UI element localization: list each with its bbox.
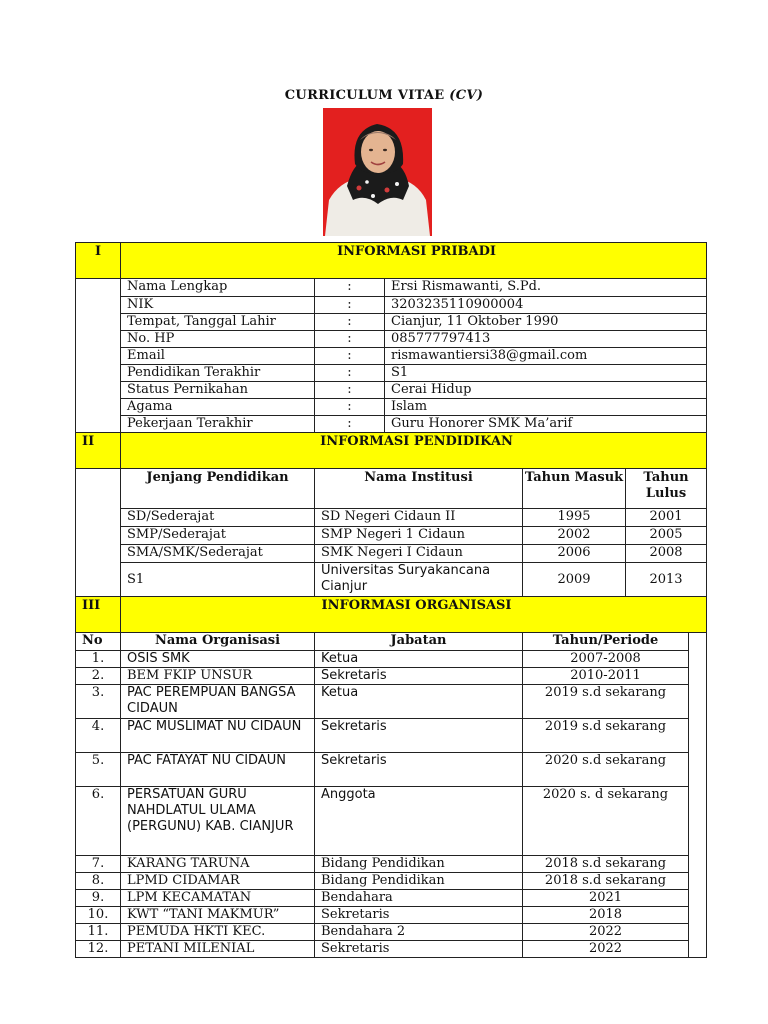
org-period: 2007-2008 [523, 651, 689, 668]
org-position: Bidang Pendidikan [315, 856, 523, 873]
org-name: PAC PEREMPUAN BANGSA CIDAUN [121, 685, 315, 719]
org-name: KARANG TARUNA [121, 856, 315, 873]
personal-label: NIK [121, 297, 315, 314]
section-title: INFORMASI PRIBADI [121, 243, 707, 279]
section-number: II [76, 433, 121, 469]
education-institution: SD Negeri Cidaun II [315, 509, 523, 527]
org-position: Ketua [315, 651, 523, 668]
org-name: OSIS SMK [121, 651, 315, 668]
personal-label: Status Pernikahan [121, 382, 315, 399]
org-number: 5. [76, 753, 121, 787]
organization-row [76, 787, 707, 856]
org-number: 8. [76, 873, 121, 890]
education-level: SD/Sederajat [121, 509, 315, 527]
org-header-no: No [76, 633, 121, 651]
personal-separator: : [315, 348, 385, 365]
education-year-out: 2013 [626, 563, 707, 597]
personal-value: 3203235110900004 [385, 297, 707, 314]
personal-row [76, 348, 707, 365]
organization-row [76, 890, 707, 907]
org-number: 9. [76, 890, 121, 907]
education-year-out: 2008 [626, 545, 707, 563]
education-year-in: 2006 [523, 545, 626, 563]
personal-row [76, 382, 707, 399]
org-period: 2018 s.d sekarang [523, 856, 689, 873]
org-period: 2019 s.d sekarang [523, 719, 689, 753]
personal-value: Cianjur, 11 Oktober 1990 [385, 314, 707, 331]
organization-row [76, 719, 707, 753]
org-position: Sekretaris [315, 941, 523, 958]
section-number: III [76, 597, 121, 633]
education-year-in: 1995 [523, 509, 626, 527]
personal-row [76, 416, 707, 433]
org-period: 2019 s.d sekarang [523, 685, 689, 719]
org-period: 2010-2011 [523, 668, 689, 685]
personal-value: rismawantiersi38@gmail.com [385, 348, 707, 365]
personal-label: Email [121, 348, 315, 365]
education-year-in: 2002 [523, 527, 626, 545]
organization-row [76, 753, 707, 787]
org-number: 2. [76, 668, 121, 685]
section-header-personal [76, 243, 707, 279]
personal-row [76, 399, 707, 416]
org-number: 3. [76, 685, 121, 719]
organization-row [76, 941, 707, 958]
personal-value: Islam [385, 399, 707, 416]
education-year-out: 2001 [626, 509, 707, 527]
org-name: PETANI MILENIAL [121, 941, 315, 958]
education-header-out: Tahun Lulus [626, 469, 707, 509]
org-header-position: Jabatan [315, 633, 523, 651]
organization-row [76, 651, 707, 668]
org-position: Sekretaris [315, 753, 523, 787]
cv-table [75, 242, 707, 958]
personal-row [76, 314, 707, 331]
personal-separator: : [315, 279, 385, 297]
education-header-institution: Nama Institusi [315, 469, 523, 509]
section-title: INFORMASI ORGANISASI [121, 597, 707, 633]
org-name: PAC MUSLIMAT NU CIDAUN [121, 719, 315, 753]
org-period: 2018 s.d sekarang [523, 873, 689, 890]
personal-value: Guru Honorer SMK Ma’arif [385, 416, 707, 433]
education-level: SMP/Sederajat [121, 527, 315, 545]
title-italic: (CV) [449, 88, 484, 103]
org-name: PERSATUAN GURU NAHDLATUL ULAMA (PERGUNU) KAB. CIANJUR [121, 787, 315, 856]
education-row [76, 563, 707, 597]
org-header-period: Tahun/Periode [523, 633, 689, 651]
org-number: 11. [76, 924, 121, 941]
org-position: Sekretaris [315, 668, 523, 685]
org-number: 1. [76, 651, 121, 668]
section-title: INFORMASI PENDIDIKAN [121, 433, 707, 469]
education-institution: SMK Negeri I Cidaun [315, 545, 523, 563]
title-main: CURRICULUM VITAE [284, 88, 445, 103]
document-title [0, 88, 768, 103]
org-position: Sekretaris [315, 719, 523, 753]
org-number: 6. [76, 787, 121, 856]
org-period: 2020 s. d sekarang [523, 787, 689, 856]
education-row [76, 509, 707, 527]
personal-value: S1 [385, 365, 707, 382]
organization-row [76, 668, 707, 685]
personal-row [76, 365, 707, 382]
org-position: Bidang Pendidikan [315, 873, 523, 890]
personal-label: Pekerjaan Terakhir [121, 416, 315, 433]
org-position: Bendahara 2 [315, 924, 523, 941]
profile-photo [323, 108, 432, 236]
org-period: 2018 [523, 907, 689, 924]
org-header-name: Nama Organisasi [121, 633, 315, 651]
personal-separator: : [315, 382, 385, 399]
education-institution: SMP Negeri 1 Cidaun [315, 527, 523, 545]
personal-spacer-cell [76, 279, 121, 433]
organization-row [76, 856, 707, 873]
org-position: Sekretaris [315, 907, 523, 924]
education-row [76, 545, 707, 563]
org-extra-column [689, 633, 707, 958]
org-period: 2020 s.d sekarang [523, 753, 689, 787]
org-position: Bendahara [315, 890, 523, 907]
personal-label: Nama Lengkap [121, 279, 315, 297]
personal-separator: : [315, 297, 385, 314]
org-number: 12. [76, 941, 121, 958]
section-header-organization [76, 597, 707, 633]
org-name: PAC FATAYAT NU CIDAUN [121, 753, 315, 787]
personal-separator: : [315, 314, 385, 331]
education-spacer-cell [76, 469, 121, 597]
personal-row [76, 279, 707, 297]
personal-row [76, 331, 707, 348]
personal-row [76, 297, 707, 314]
org-position: Ketua [315, 685, 523, 719]
education-header-in: Tahun Masuk [523, 469, 626, 509]
org-period: 2022 [523, 924, 689, 941]
personal-value: Ersi Rismawanti, S.Pd. [385, 279, 707, 297]
personal-value: Cerai Hidup [385, 382, 707, 399]
cv-table-body [76, 243, 707, 958]
education-level: SMA/SMK/Sederajat [121, 545, 315, 563]
personal-value: 085777797413 [385, 331, 707, 348]
org-number: 7. [76, 856, 121, 873]
personal-separator: : [315, 331, 385, 348]
org-name: PEMUDA HKTI KEC. [121, 924, 315, 941]
education-year-out: 2005 [626, 527, 707, 545]
org-period: 2021 [523, 890, 689, 907]
personal-separator: : [315, 365, 385, 382]
organization-row [76, 685, 707, 719]
section-number: I [76, 243, 121, 279]
personal-label: Agama [121, 399, 315, 416]
section-header-education [76, 433, 707, 469]
education-year-in: 2009 [523, 563, 626, 597]
portrait-illustration [323, 108, 432, 236]
organization-row [76, 924, 707, 941]
personal-label: No. HP [121, 331, 315, 348]
organization-row [76, 873, 707, 890]
education-header-level: Jenjang Pendidikan [121, 469, 315, 509]
org-name: LPMD CIDAMAR [121, 873, 315, 890]
org-position: Anggota [315, 787, 523, 856]
org-name: BEM FKIP UNSUR [121, 668, 315, 685]
organization-header-row [76, 633, 707, 651]
personal-label: Tempat, Tanggal Lahir [121, 314, 315, 331]
org-number: 10. [76, 907, 121, 924]
org-name: KWT “TANI MAKMUR” [121, 907, 315, 924]
org-number: 4. [76, 719, 121, 753]
personal-separator: : [315, 416, 385, 433]
education-institution: Universitas Suryakancana Cianjur [315, 563, 523, 597]
personal-separator: : [315, 399, 385, 416]
education-level: S1 [121, 563, 315, 597]
organization-row [76, 907, 707, 924]
org-name: LPM KECAMATAN [121, 890, 315, 907]
org-period: 2022 [523, 941, 689, 958]
education-header-row [76, 469, 707, 509]
education-row [76, 527, 707, 545]
personal-label: Pendidikan Terakhir [121, 365, 315, 382]
